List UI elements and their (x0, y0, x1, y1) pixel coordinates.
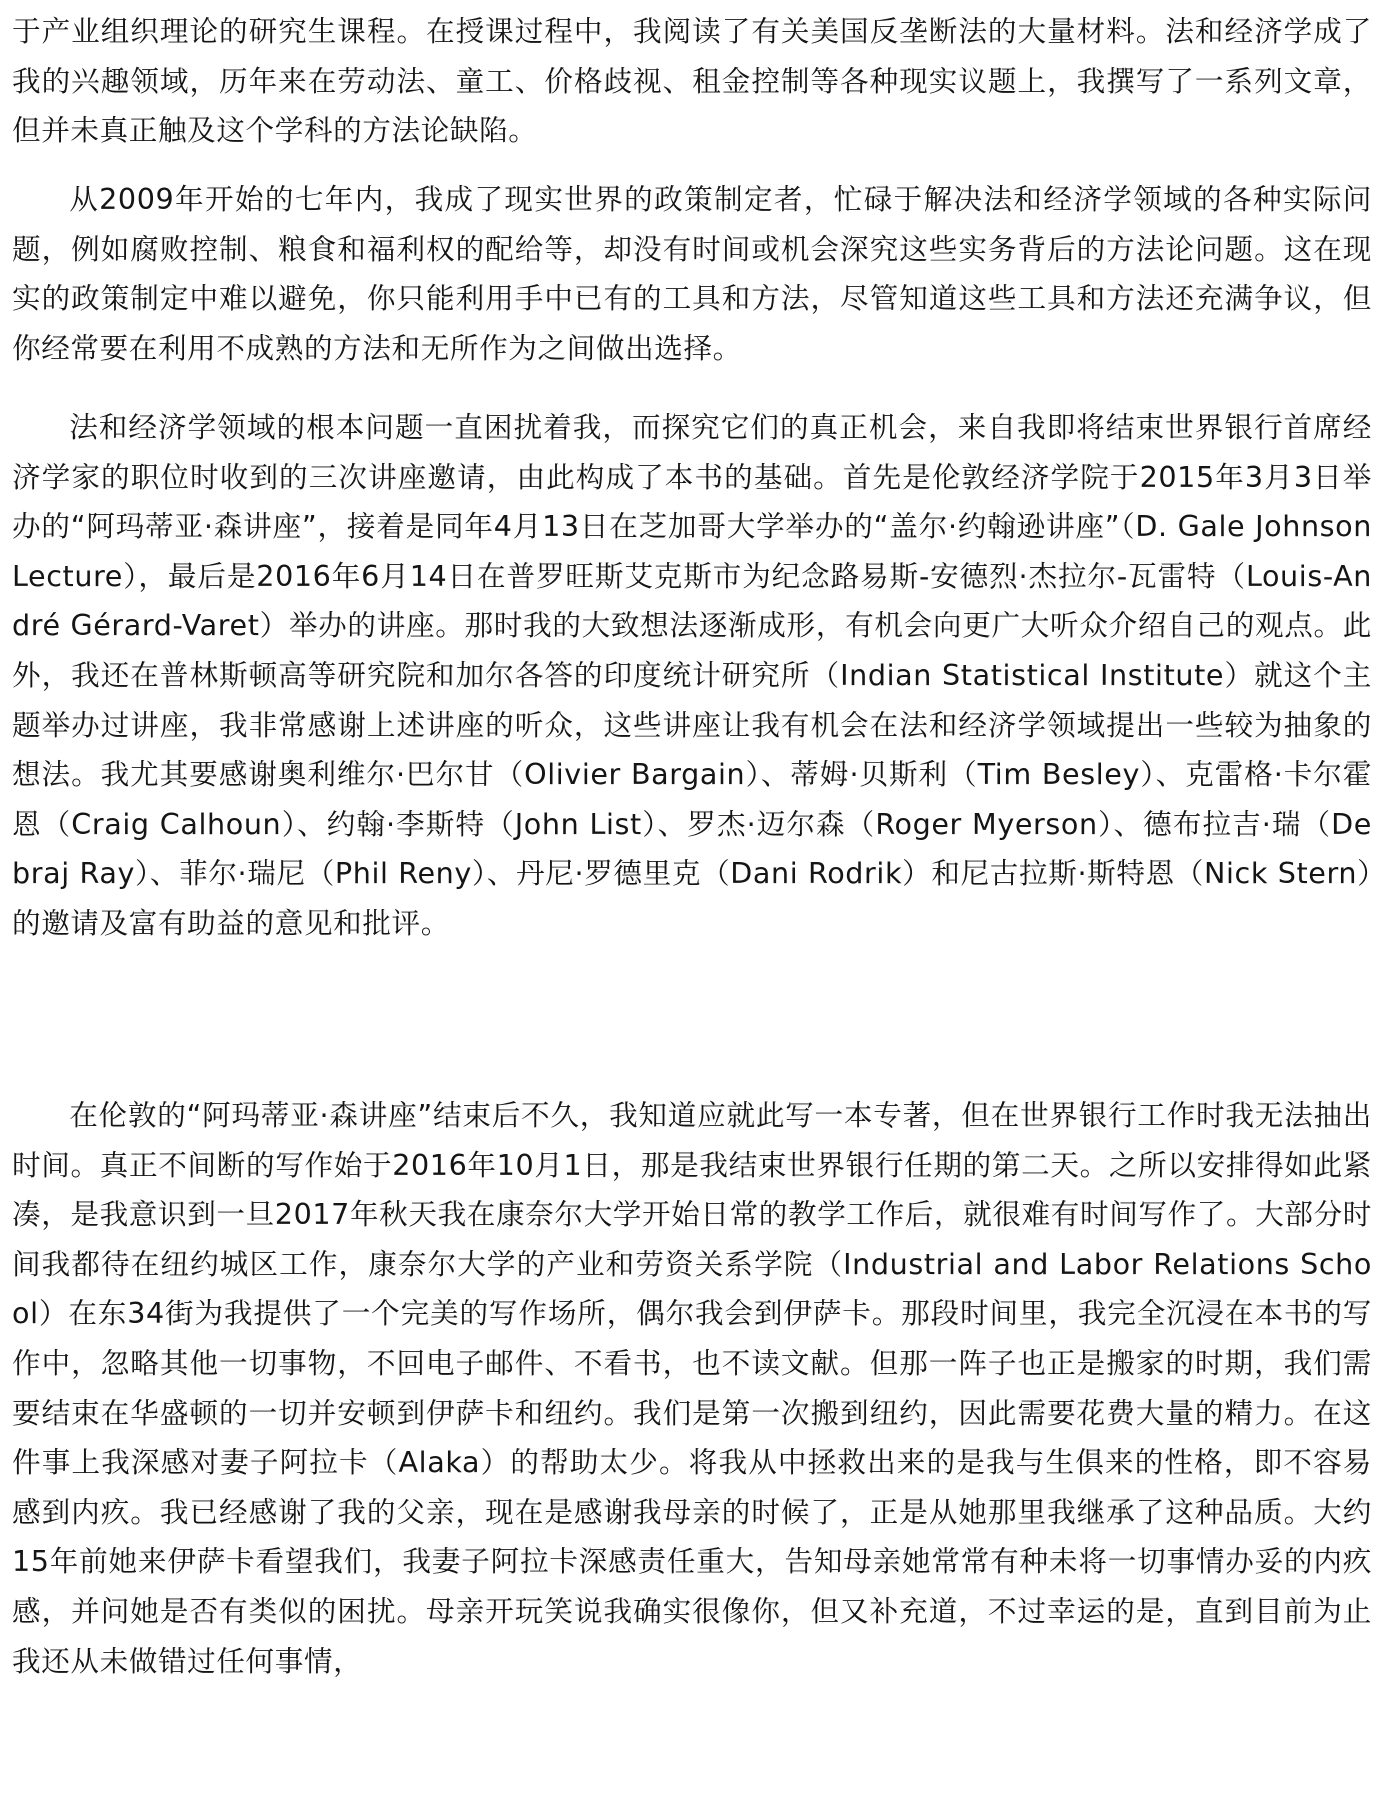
paragraph-4: 在伦敦的“阿玛蒂亚·森讲座”结束后不久，我知道应就此写一本专著，但在世界银行工作时我无法抽出时间。真正不间断的写作始于2016年10月1日，那是我结束世界银行任期的第二天。之所以安排得如此紧凑，是我意识到一旦2017年秋天我在康奈尔大学开始日常的教学工作后，就很难有时间写作了。大部分时间我都待在纽约城区工作，康奈尔大学的产业和劳资关系学院（Industrial and Labor Relations School）在东34街为我提供了一个完美的写作场所，偶尔我会到伊萨卡。那段时间里，我完全沉浸在本书的写作中，忽略其他一切事物，不回电子邮件、不看书，也不读文献。但那一阵子也正是搬家的时期，我们需要结束在华盛顿的一切并安顿到伊萨卡和纽约。我们是第一次搬到纽约，因此需要花费大量的精力。在这件事上我深感对妻子阿拉卡（Alaka）的帮助太少。将我从中拯救出来的是我与生俱来的性格，即不容易感到内疚。我已经感谢了我的父亲，现在是感谢我母亲的时候了，正是从她那里我继承了这种品质。大约15年前她来伊萨卡看望我们，我妻子阿拉卡深感责任重大，告知母亲她常常有种未将一切事情办妥的内疚感，并问她是否有类似的困扰。母亲开玩笑说我确实很像你，但又补充道，不过幸运的是，直到目前为止我还从未做错过任何事情， (12, 1098, 1372, 1678)
paragraph-2: 从2009年开始的七年内，我成了现实世界的政策制定者，忙碌于解决法和经济学领域的各种实际问题，例如腐败控制、粮食和福利权的配给等，却没有时间或机会深究这些实务背后的方法论问题。这在现实的政策制定中难以避免，你只能利用手中已有的工具和方法，尽管知道这些工具和方法还充满争议，但你经常要在利用不成熟的方法和无所作为之间做出选择。 (12, 182, 1372, 365)
paragraph-1: 于产业组织理论的研究生课程。在授课过程中，我阅读了有关美国反垄断法的大量材料。法和经济学成了我的兴趣领域，历年来在劳动法、童工、价格歧视、租金控制等各种现实议题上，我撰写了一系列文章，但并未真正触及这个学科的方法论缺陷。 (12, 14, 1372, 148)
paragraph-3: 法和经济学领域的根本问题一直困扰着我，而探究它们的真正机会，来自我即将结束世界银行首席经济学家的职位时收到的三次讲座邀请，由此构成了本书的基础。首先是伦敦经济学院于2015年3月3日举办的“阿玛蒂亚·森讲座”，接着是同年4月13日在芝加哥大学举办的“盖尔·约翰逊讲座”（D. Gale Johnson Lecture），最后是2016年6月14日在普罗旺斯艾克斯市为纪念路易斯-安德烈·杰拉尔-瓦雷特（Louis-André Gérard-Varet）举办的讲座。那时我的大致想法逐渐成形，有机会向更广大听众介绍自己的观点。此外，我还在普林斯顿高等研究院和加尔各答的印度统计研究所（Indian Statistical Institute）就这个主题举办过讲座，我非常感谢上述讲座的听众，这些讲座让我有机会在法和经济学领域提出一些较为抽象的想法。我尤其要感谢奥利维尔·巴尔甘（Olivier Bargain）、蒂姆·贝斯利（Tim Besley）、克雷格·卡尔霍恩（Craig Calhoun）、约翰·李斯特（John List）、罗杰·迈尔森（Roger Myerson）、德布拉吉·瑞（Debraj Ray）、菲尔·瑞尼（Phil Reny）、丹尼·罗德里克（Dani Rodrik）和尼古拉斯·斯特恩（Nick Stern）的邀请及富有助益的意见和批评。 (12, 410, 1372, 940)
